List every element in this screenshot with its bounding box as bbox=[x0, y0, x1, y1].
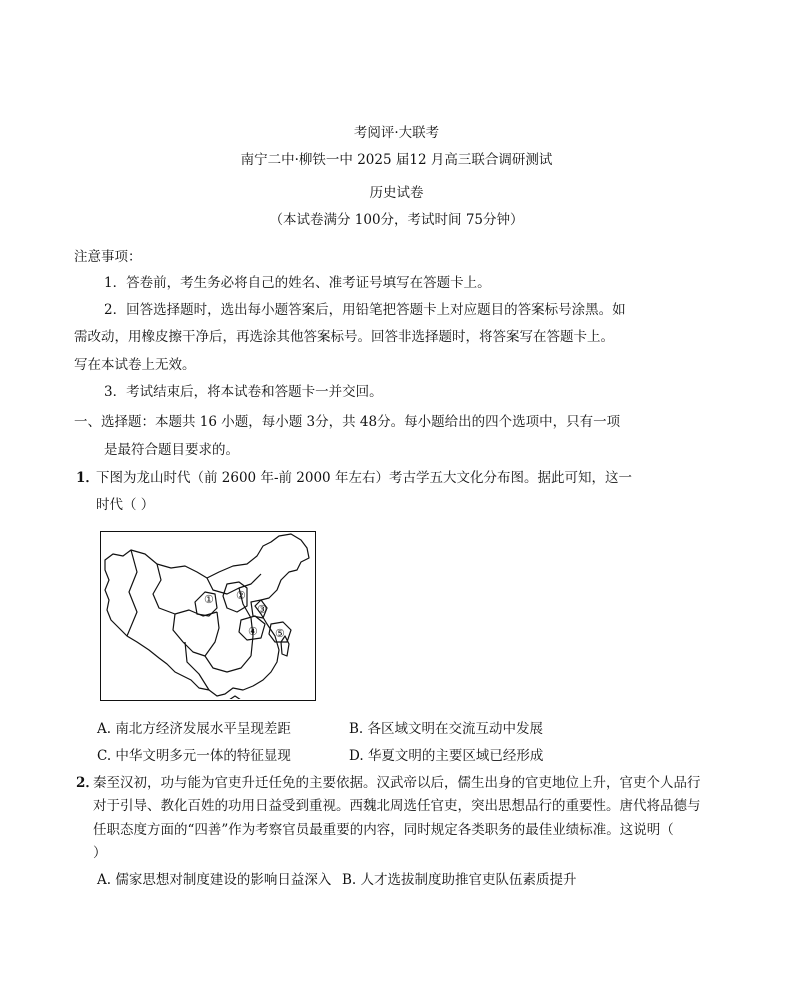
question-1-option-d[interactable]: D. 华夏文明的主要区域已经形成 bbox=[349, 748, 544, 764]
exam-subject: 历史试卷 bbox=[369, 185, 424, 201]
exam-title: 南宁二中·柳铁一中 2025 届12 月高三联合调研测试 bbox=[240, 152, 553, 168]
map-label-3: ③ bbox=[257, 603, 267, 616]
map-label-2: ② bbox=[236, 589, 246, 602]
note-3: 3．考试结束后，将本试卷和答题卡一并交回。 bbox=[104, 384, 383, 400]
note-2-line-2: 需改动，用橡皮擦干净后，再选涂其他答案标号。回答非选择题时，将答案写在答题卡上。 bbox=[74, 329, 614, 345]
question-1-option-c[interactable]: C. 中华文明多元一体的特征显现 bbox=[97, 748, 291, 764]
map-outline bbox=[101, 532, 314, 699]
map-label-5: ⑤ bbox=[275, 627, 285, 640]
question-2-stem-line-4: ） bbox=[93, 845, 107, 861]
notes-heading: 注意事项： bbox=[74, 249, 142, 265]
note-2-line-3: 写在本试卷上无效。 bbox=[74, 357, 196, 373]
question-2-stem-line-2: 对于引导、教化百姓的功用日益受到重视。西魏北周选任官吏，突出思想品行的重要性。唐代将品德与 bbox=[93, 798, 701, 814]
map-label-1: ① bbox=[204, 593, 214, 606]
question-2-stem-line-1: 秦至汉初，功与能为官吏升迁任免的主要依据。汉武帝以后，儒生出身的官吏地位上升，官吏个人品行 bbox=[93, 775, 701, 791]
longshan-culture-map bbox=[100, 531, 316, 701]
question-2-option-a[interactable]: A. 儒家思想对制度建设的影响日益深入 bbox=[97, 872, 332, 888]
section-1-instruction-line-1: 一、选择题：本题共 16 小题，每小题 3分，共 48分。每小题给出的四个选项中，只有一项 bbox=[74, 414, 621, 430]
question-1-option-b[interactable]: B. 各区域文明在交流互动中发展 bbox=[349, 721, 544, 737]
exam-brand: 考阅评·大联考 bbox=[353, 125, 440, 141]
question-2-option-b[interactable]: B. 人才选拔制度助推官吏队伍素质提升 bbox=[342, 872, 577, 888]
note-1: 1．答卷前，考生务必将自己的姓名、准考证号填写在答题卡上。 bbox=[104, 275, 491, 291]
note-2-line-1: 2．回答选择题时，选出每小题答案后，用铅笔把答题卡上对应题目的答案标号涂黑。如 bbox=[104, 302, 626, 318]
question-1-option-a[interactable]: A. 南北方经济发展水平呈现差距 bbox=[97, 721, 291, 737]
section-1-instruction-line-2: 是最符合题目要求的。 bbox=[104, 442, 239, 458]
question-2-stem-line-3: 任职态度方面的“四善”作为考察官员最重要的内容，同时规定各类职务的最佳业绩标准。这说明（ bbox=[93, 822, 674, 838]
question-1-stem-line-2: 时代（ ） bbox=[96, 497, 155, 513]
question-1-stem-line-1: 下图为龙山时代（前 2600 年-前 2000 年左右）考古学五大文化分布图。据此可知，这一 bbox=[96, 470, 632, 486]
question-2-number: 2． bbox=[76, 775, 99, 791]
exam-info: （本试卷满分 100分，考试时间 75分钟） bbox=[269, 212, 524, 228]
question-1-number: 1． bbox=[76, 470, 99, 486]
map-label-4: ④ bbox=[248, 625, 258, 638]
